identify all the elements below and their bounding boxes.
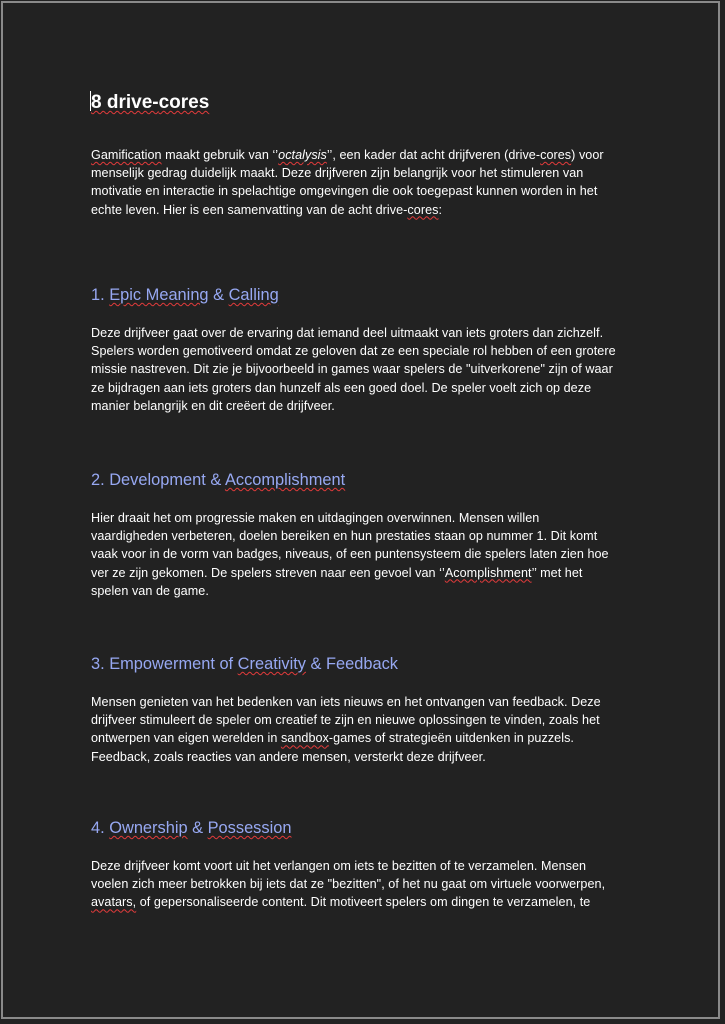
paragraph-line: ver ze zijn gekomen. De spelers streven naar een gevoel van ‘’Acomplishment’’ met het <box>91 565 583 580</box>
paragraph-line: spelen van de game. <box>91 583 209 598</box>
paragraph-line: ontwerpen van eigen werelden in sandbox-games of strategieën uitdenken in puzzels. <box>91 731 574 746</box>
spellcheck-word: Creativity <box>237 655 306 673</box>
spellcheck-word: Gamification <box>91 148 162 162</box>
paragraph-line: voelen zich meer betrokken bij iets dat ze "bezitten", of het nu gaat om virtuele voorwerpen, <box>91 877 606 892</box>
spellcheck-word: cores <box>407 202 439 217</box>
paragraph-line: Hier draait het om progressie maken en uitdagingen overwinnen. Mensen willen <box>91 511 540 525</box>
paragraph-line: vaak voor in de vorm van badges, niveaus, of een puntensysteem die spelers laten zien hoe <box>91 547 609 562</box>
section-paragraph <box>91 509 651 600</box>
spellcheck-word: Calling <box>228 286 279 304</box>
document-title <box>90 91 209 115</box>
section-heading-epic-meaning: 1. Epic Meaning & Calling <box>91 286 279 304</box>
spellcheck-word: sandbox <box>280 731 329 746</box>
paragraph-line: motivatie en interactie in spelachtige omgevingen die ook toegepast kunnen worden in het <box>91 184 598 199</box>
paragraph-line: Deze drijfveer komt voort uit het verlangen om iets te bezitten of te verzamelen. Mensen <box>91 859 587 873</box>
spellcheck-word: Accomplishment <box>224 471 346 489</box>
paragraph-line: vaardigheden verbeteren, doelen bereiken en hun prestaties staan op nummer 1. Dit komt <box>91 529 598 544</box>
paragraph-line: Feedback, zoals reacties van andere mensen, versterkt deze drijfveer. <box>91 749 486 764</box>
paragraph-line: missie nastreven. Dit zie je bijvoorbeeld in games waar spelers de "uitverkorene" zijn of waar <box>91 362 613 377</box>
spellcheck-word: octalysis <box>278 148 327 162</box>
section-paragraph <box>91 693 651 766</box>
spellcheck-word: Acomplishment <box>444 565 532 580</box>
spellcheck-word: avatars, <box>91 895 137 910</box>
spellcheck-word: cores <box>158 92 210 113</box>
paragraph-line: menselijk gedrag duidelijk maakt. Deze drijfveren zijn belangrijk voor het stimuleren van <box>91 166 584 181</box>
spellcheck-word: Ownership <box>109 819 188 837</box>
paragraph-line: Spelers worden gemotiveerd omdat ze geloven dat ze een speciale rol hebben of een grotere <box>91 344 616 359</box>
section-heading-ownership: 4. Ownership & Possession <box>91 819 292 837</box>
document-page[interactable] <box>1 1 720 1019</box>
paragraph-line: drijfveer stimuleert de speler om creatief te zijn en nieuwe oplossingen te vinden, zoals het <box>91 713 600 728</box>
paragraph-line: avatars, of gepersonaliseerde content. Dit motiveert spelers om dingen te verzamelen, te <box>91 895 591 910</box>
spellcheck-word: Epic Meaning <box>109 286 209 304</box>
section-paragraph <box>91 857 651 912</box>
paragraph-line: echte leven. Hier is een samenvatting van de acht drive-cores: <box>91 202 443 217</box>
paragraph-line: Mensen genieten van het bedenken van iets nieuws en het ontvangen van feedback. Deze <box>91 695 601 709</box>
paragraph-line: Deze drijfveer gaat over de ervaring dat iemand deel uitmaakt van iets groters dan zichzelf. <box>91 326 604 340</box>
section-paragraph <box>91 324 651 415</box>
paragraph-line: Gamification maakt gebruik van ‘’octalysis’’, een kader dat acht drijfveren (drive-cores) voor <box>91 148 604 162</box>
paragraph-line: manier belangrijk en dit creëert de drijfveer. <box>91 398 335 413</box>
section-heading-development: 2. Development & Accomplishment <box>91 471 346 489</box>
spellcheck-word: Possession <box>207 819 292 837</box>
section-heading-empowerment: 3. Empowerment of Creativity & Feedback <box>91 655 399 673</box>
paragraph-line: ze bijdragen aan iets groters dan hunzelf als een goed doel. De speler voelt zich op deze <box>91 380 592 395</box>
spellcheck-word: 8 drive- <box>91 92 159 113</box>
intro-paragraph <box>91 146 651 219</box>
spellcheck-word: cores <box>540 148 572 162</box>
